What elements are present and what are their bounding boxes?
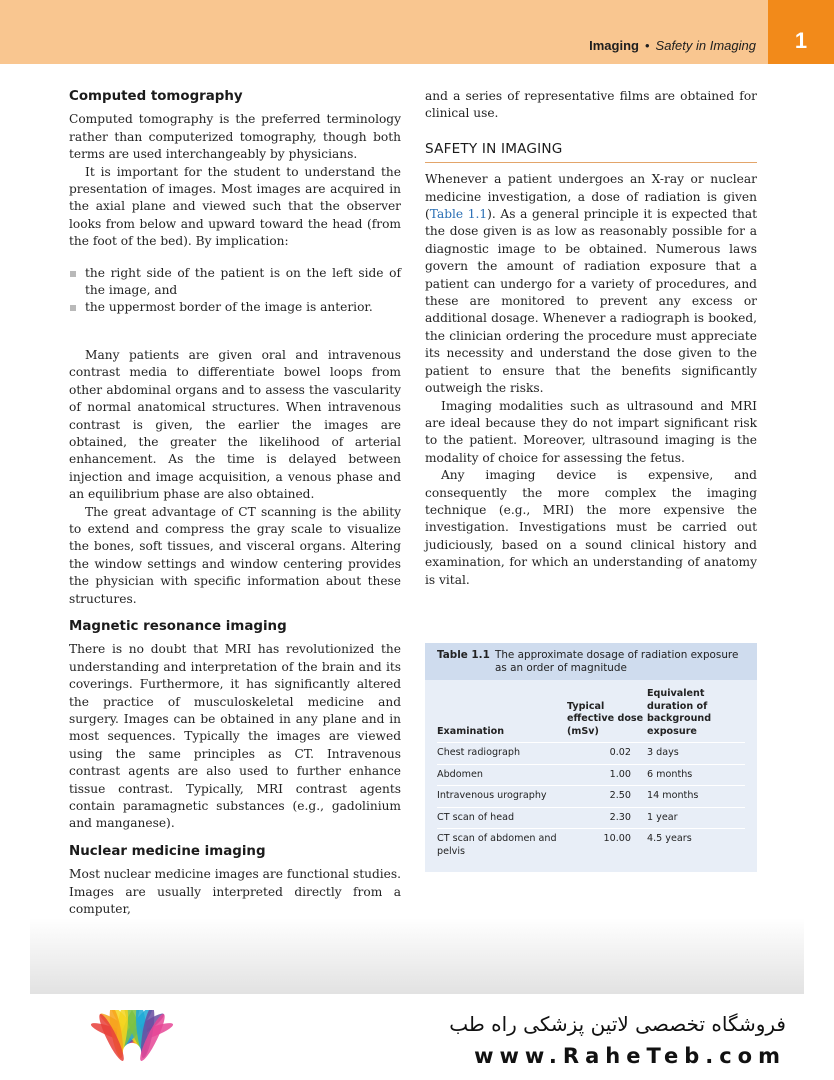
table-label: Table 1.1	[437, 649, 490, 661]
safety-paragraph-2: Imaging modalities such as ultrasound and MRI are ideal because they do not impart significant risk to the patient. Moreover, ultrasound imaging is the modality of choice for assessing the fetus.	[425, 398, 757, 465]
table-cell-duration: 1 year	[647, 811, 678, 823]
footer-fade	[30, 918, 804, 994]
table-cell-dose: 10.00	[603, 833, 631, 844]
ct-paragraph-1: Computed tomography is the preferred terminology rather than computerized tomography, though both terms are used interchangeably by physicians.	[69, 112, 401, 162]
safety-paragraph-3: Any imaging device is expensive, and consequently the more complex the imaging technique (e.g., MRI) the more expensive the investigation. Investigations must be carried out judiciously, based on a sound clinical history and examination, for which an understanding of anatomy is vital.	[425, 468, 757, 587]
footer-url-link[interactable]: www.RaheTeb.com	[474, 1044, 786, 1068]
mri-paragraph-1: There is no doubt that MRI has revolutionized the understanding and interpretation of the brain and its coverings. Furthermore, it has significantly altered the practice of musculoskeletal medicine and surgery. Images can be obtained in any plane and in most sequences. Typically the images are viewed using the same principles as CT. Intravenous contrast agents are also used to further enhance tissue contrast. Typically, MRI contrast agents contain paramagnetic substances (e.g., gadolinium and manganese).	[69, 642, 401, 831]
table-reference-link[interactable]: Table 1.1	[429, 207, 488, 222]
table-cell-examination: CT scan of abdomen and pelvis	[437, 833, 557, 857]
mri-heading: Magnetic resonance imaging	[69, 618, 287, 634]
nm-paragraph-continued: and a series of representative films are obtained for clinical use.	[425, 89, 757, 121]
list-item	[69, 299, 401, 316]
nm-heading: Nuclear medicine imaging	[69, 843, 266, 859]
table-cell-examination: Intravenous urography	[437, 790, 547, 801]
bullet-square-icon	[70, 271, 76, 277]
table-cell-dose: 0.02	[609, 747, 631, 758]
nm-paragraph-1: Most nuclear medicine images are functional studies. Images are usually interpreted directly from a computer,	[69, 867, 401, 917]
table-caption-text: The approximate dosage of radiation exposure as an order of magnitude	[495, 649, 739, 674]
radiation-dose-table	[425, 643, 757, 872]
table-row	[437, 743, 745, 765]
table-cell-examination: Chest radiograph	[437, 747, 521, 758]
ct-paragraph-2: It is important for the student to understand the presentation of images. Most images are acquired in the axial plane and viewed such that the observer looks from below and upward toward the head (from the foot of the bed). By implication:	[69, 164, 401, 249]
table-cell-dose: 2.30	[609, 811, 631, 823]
table-cell-duration: 4.5 years	[647, 833, 692, 844]
header-chapter: Imaging	[589, 38, 639, 53]
table-cell-examination: CT scan of head	[437, 811, 515, 823]
table-cell-examination: Abdomen	[437, 768, 483, 780]
safety-paragraph-1-b: ). As a general principle it is expected that the dose given is as low as reasonably possible for a diagnostic image to be obtained. Numerous laws govern the amount of radiation exposure that a patient can undergo for a variety of procedures, and these are monitored to prevent any excess or additional dosage. Whenever a radiograph is booked, the clinician ordering the procedure must appreciate its necessity and understand the dose given to the patient to ensure that the benefits significantly outweigh the risks.	[425, 207, 757, 396]
footer-persian-text: فروشگاه تخصصی لاتین پزشکی راه طب	[449, 1012, 786, 1036]
bullet-square-icon	[70, 305, 76, 311]
running-header	[0, 38, 756, 53]
table-header-dose: Typical effective dose (mSv)	[567, 700, 644, 737]
page-number: 1	[794, 28, 808, 53]
ct-heading: Computed tomography	[69, 89, 243, 104]
ct-paragraph-4: The great advantage of CT scanning is the ability to extend and compress the gray scale to visualize the bones, soft tissues, and visceral organs. Altering the window settings and window centering provides the physician with specific information about these structures.	[69, 504, 401, 606]
header-section: Safety in Imaging	[655, 38, 756, 53]
safety-heading: SAFETY IN IMAGING	[425, 141, 757, 163]
table-cell-duration: 14 months	[647, 790, 699, 801]
table-header-row	[437, 682, 745, 743]
header-band	[0, 0, 834, 64]
left-column	[69, 88, 401, 918]
table-cell-duration: 6 months	[647, 768, 693, 780]
table-cell-duration: 3 days	[647, 747, 679, 758]
safety-paragraph-1-a: Whenever a patient undergoes an X-ray or nuclear medicine investigation, a dose of radiation is given (	[425, 172, 757, 222]
table-row	[437, 786, 745, 808]
open-book-logo-icon	[70, 1010, 200, 1066]
bullet-text: the right side of the patient is on the left side of the image, and	[85, 265, 401, 298]
table-header-duration: Equivalent duration of background exposure	[647, 688, 712, 737]
header-separator: •	[644, 38, 650, 53]
table-body	[425, 680, 757, 872]
ct-bullet-list	[69, 265, 401, 317]
table-row	[437, 829, 745, 862]
bullet-text: the uppermost border of the image is anterior.	[85, 300, 373, 315]
table-cell-dose: 1.00	[609, 768, 631, 780]
table-cell-dose: 2.50	[609, 790, 631, 801]
right-column	[425, 88, 757, 589]
table-row	[437, 765, 745, 787]
table-header-examination: Examination	[437, 725, 505, 737]
ct-paragraph-3: Many patients are given oral and intravenous contrast media to differentiate bowel loops from other abdominal organs and to assess the vascularity of normal anatomical structures. When intravenous contrast is given, the earlier the images are obtained, the greater the likelihood of arterial enhancement. As the time is delayed between injection and image acquisition, a venous phase and an equilibrium phase are also obtained.	[69, 347, 401, 502]
table-caption	[425, 643, 757, 680]
list-item	[69, 265, 401, 300]
table-row	[437, 808, 745, 830]
safety-paragraph-1	[425, 171, 757, 397]
